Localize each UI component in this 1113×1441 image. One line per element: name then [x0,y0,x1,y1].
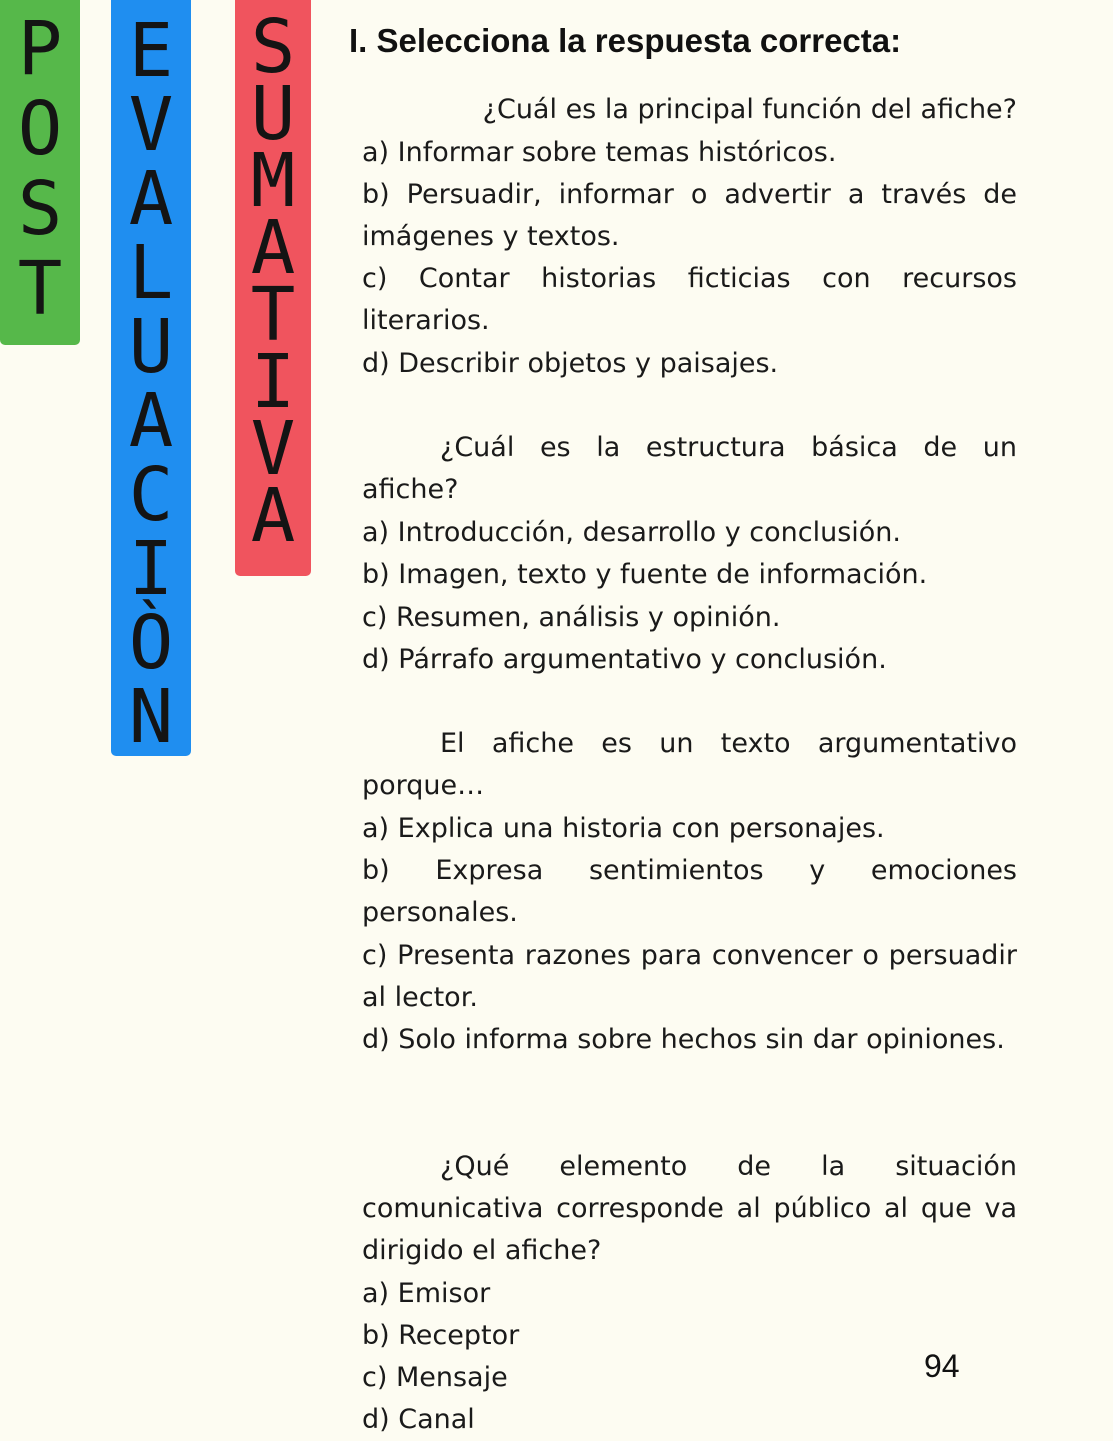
question-3-option-a[interactable]: a) Explica una historia con personajes. [362,813,885,844]
question-3-prompt: El afiche es un texto argumentativo porque… [362,728,1017,801]
question-1-option-b[interactable]: b) Persuadir, informar o advertir a través de imágenes y textos. [362,179,1017,252]
question-4-option-b[interactable]: b) Receptor [362,1320,520,1351]
band-letter: I [128,526,174,612]
band-letter: M [250,138,296,224]
post-band [0,0,80,345]
band-letter: L [128,230,174,316]
band-letter: A [128,378,174,464]
question-2-option-d[interactable]: d) Párrafo argumentativo y conclusión. [362,644,887,675]
band-letter: V [128,82,174,168]
evaluacion-band [111,0,191,760]
band-letter: A [250,473,296,559]
band-letter: A [128,156,174,242]
question-1-option-a[interactable]: a) Informar sobre temas históricos. [362,137,837,168]
band-letter: O [17,86,63,172]
question-1-option-c[interactable]: c) Contar historias ficticias con recursos literarios. [362,263,1017,336]
question-2-option-a[interactable]: a) Introducción, desarrollo y conclusión. [362,517,901,548]
band-letter: S [17,166,63,252]
question-3-option-c[interactable]: c) Presenta razones para convencer o persuadir al lector. [362,940,1017,1013]
band-letter: S [250,4,296,90]
question-3-option-b[interactable]: b) Expresa sentimientos y emociones personales. [362,855,1017,928]
question-2-option-c[interactable]: c) Resumen, análisis y opinión. [362,602,781,633]
question-4-prompt: ¿Qué elemento de la situación comunicativa corresponde al público al que va dirigido el afiche? [362,1151,1017,1266]
band-letter: I [250,339,296,425]
section-heading: I. Selecciona la respuesta correcta: [349,22,902,59]
page-number: 94 [924,1348,960,1384]
band-letter: U [250,71,296,157]
question-3-option-d[interactable]: d) Solo informa sobre hechos sin dar opiniones. [362,1024,1005,1055]
question-4-option-d[interactable]: d) Canal [362,1404,475,1435]
band-letter: T [17,246,63,332]
band-letter: Ò [128,600,174,686]
band-letter: C [128,452,174,538]
question-1-prompt: ¿Cuál es la principal función del afiche? [482,94,1017,125]
band-letter: T [250,272,296,358]
question-1-option-d[interactable]: d) Describir objetos y paisajes. [362,348,779,379]
band-letter: N [128,674,174,760]
sumativa-band [235,0,311,576]
band-letter: U [128,304,174,390]
question-2-prompt: ¿Cuál es la estructura básica de un afiche? [362,432,1017,505]
question-4-option-a[interactable]: a) Emisor [362,1278,491,1309]
band-letter: P [17,6,63,92]
question-2-option-b[interactable]: b) Imagen, texto y fuente de información. [362,559,928,590]
band-letter: E [128,8,174,94]
question-4-option-c[interactable]: c) Mensaje [362,1362,508,1393]
band-letter: V [250,406,296,492]
band-letter: A [250,205,296,291]
